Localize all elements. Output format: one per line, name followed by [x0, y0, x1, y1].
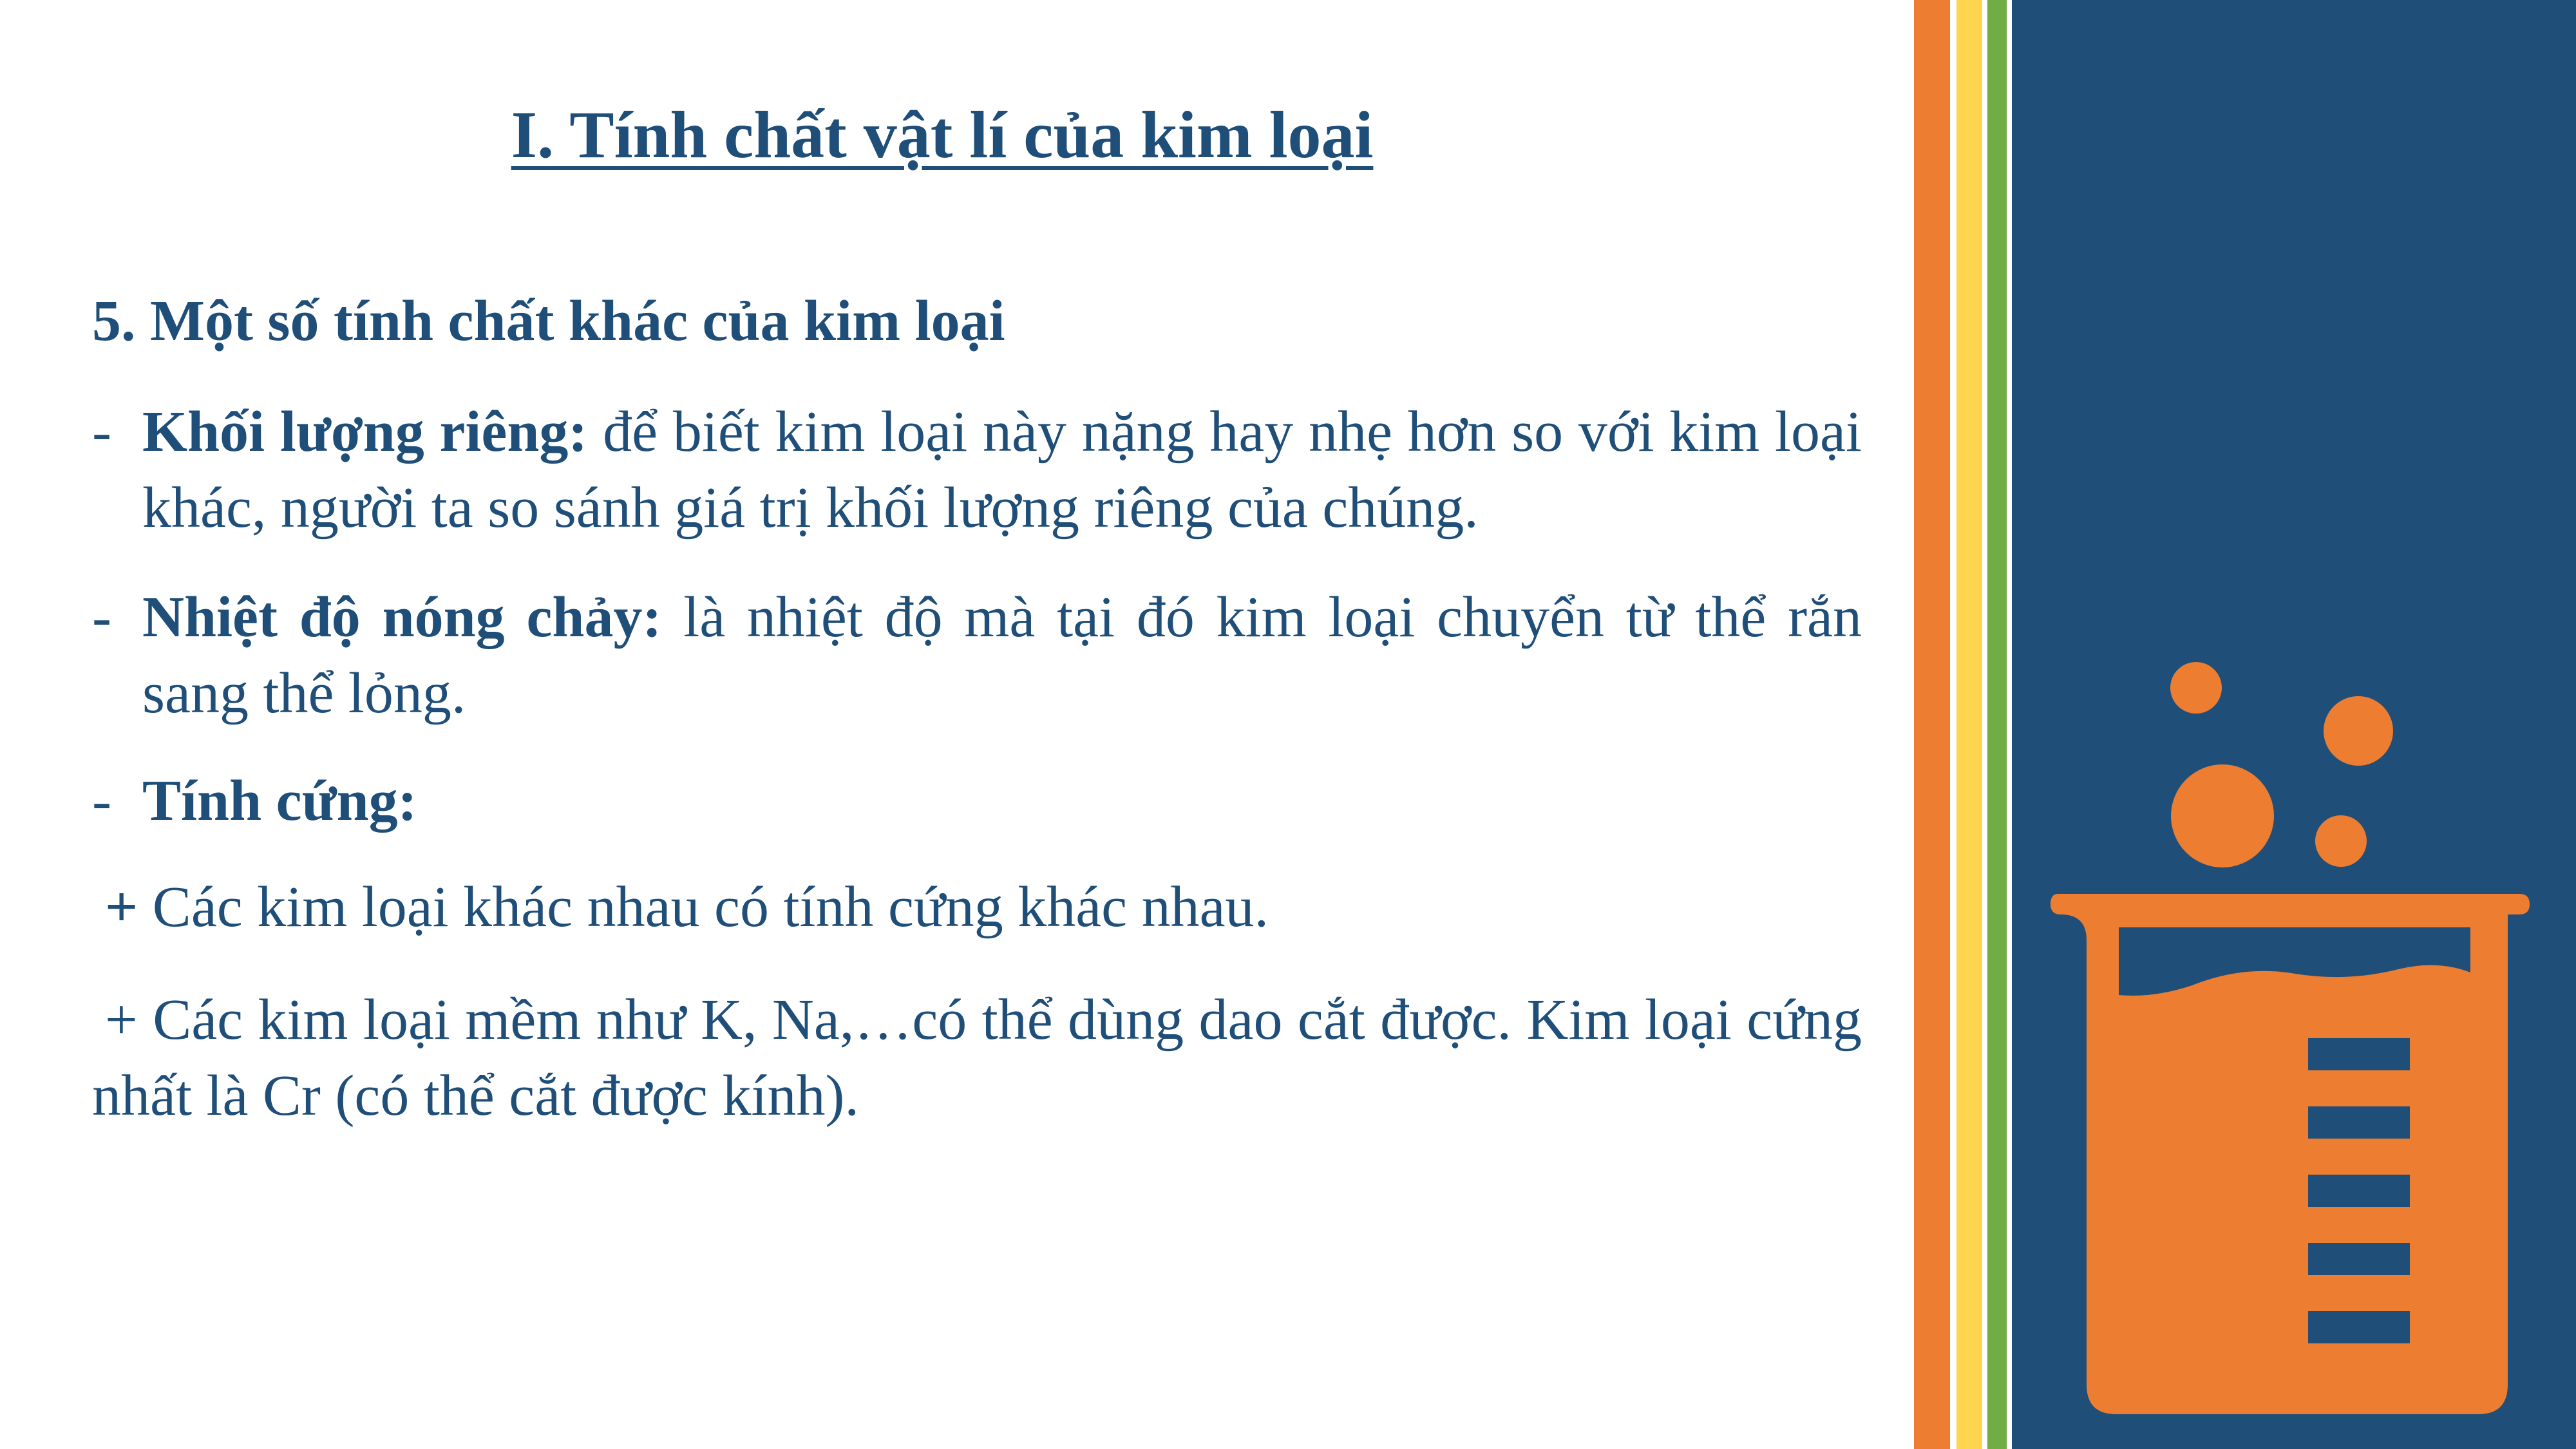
bullet-melting-point	[92, 580, 1862, 732]
bubble-icon	[2170, 662, 2222, 714]
measure-mark	[2308, 1106, 2410, 1139]
green-stripe	[1987, 0, 2007, 1449]
bubble-icon	[2324, 696, 2393, 766]
sub-point-marker: +	[105, 988, 138, 1052]
sub-point-soft-hard-metals	[92, 982, 1862, 1134]
bullet-term: Tính cứng:	[142, 769, 417, 833]
bullet-text: để biết kim loại này nặng hay nhẹ hơn so với kim loại khác, người ta so sánh giá trị khối lượng riêng của chúng.	[142, 400, 1862, 540]
bullet-term: Khối lượng riêng:	[142, 400, 588, 464]
measure-mark	[2308, 1038, 2410, 1070]
yellow-stripe	[1956, 0, 1982, 1449]
bullet-marker: -	[92, 769, 111, 833]
slide-title: I. Tính chất vật lí của kim loại	[511, 98, 1374, 172]
bullet-text: là nhiệt độ mà tại đó kim loại chuyển từ thể rắn sang thể lỏng.	[142, 585, 1862, 725]
bullet-term: Nhiệt độ nóng chảy:	[142, 585, 662, 649]
orange-stripe	[1914, 0, 1950, 1449]
bubble-icon	[2171, 764, 2274, 867]
slide-content	[92, 0, 1863, 1449]
section-heading: 5. Một số tính chất khác của kim loại	[92, 289, 1005, 353]
measure-mark	[2308, 1243, 2410, 1275]
bullet-hardness	[92, 763, 1862, 839]
sub-point-marker: +	[105, 875, 138, 939]
beaker-icon	[2012, 0, 2576, 1449]
bubble-icon	[2315, 815, 2367, 867]
bullet-marker: -	[92, 400, 111, 464]
measure-mark	[2308, 1311, 2410, 1343]
stripe-gap	[2007, 0, 2012, 1449]
measure-mark	[2308, 1175, 2410, 1207]
sub-point-text: Các kim loại mềm như K, Na,…có thể dùng dao cắt được. Kim loại cứng nhất là Cr (có thể cắt được kính).	[92, 988, 1862, 1128]
bullet-density	[92, 394, 1862, 546]
bullet-marker: -	[92, 585, 111, 649]
sub-point-hardness-varies	[92, 869, 1862, 945]
stripe-gap	[1950, 0, 1956, 1449]
sub-point-text: Các kim loại khác nhau có tính cứng khác nhau.	[138, 875, 1269, 939]
stripe-gap	[1982, 0, 1987, 1449]
